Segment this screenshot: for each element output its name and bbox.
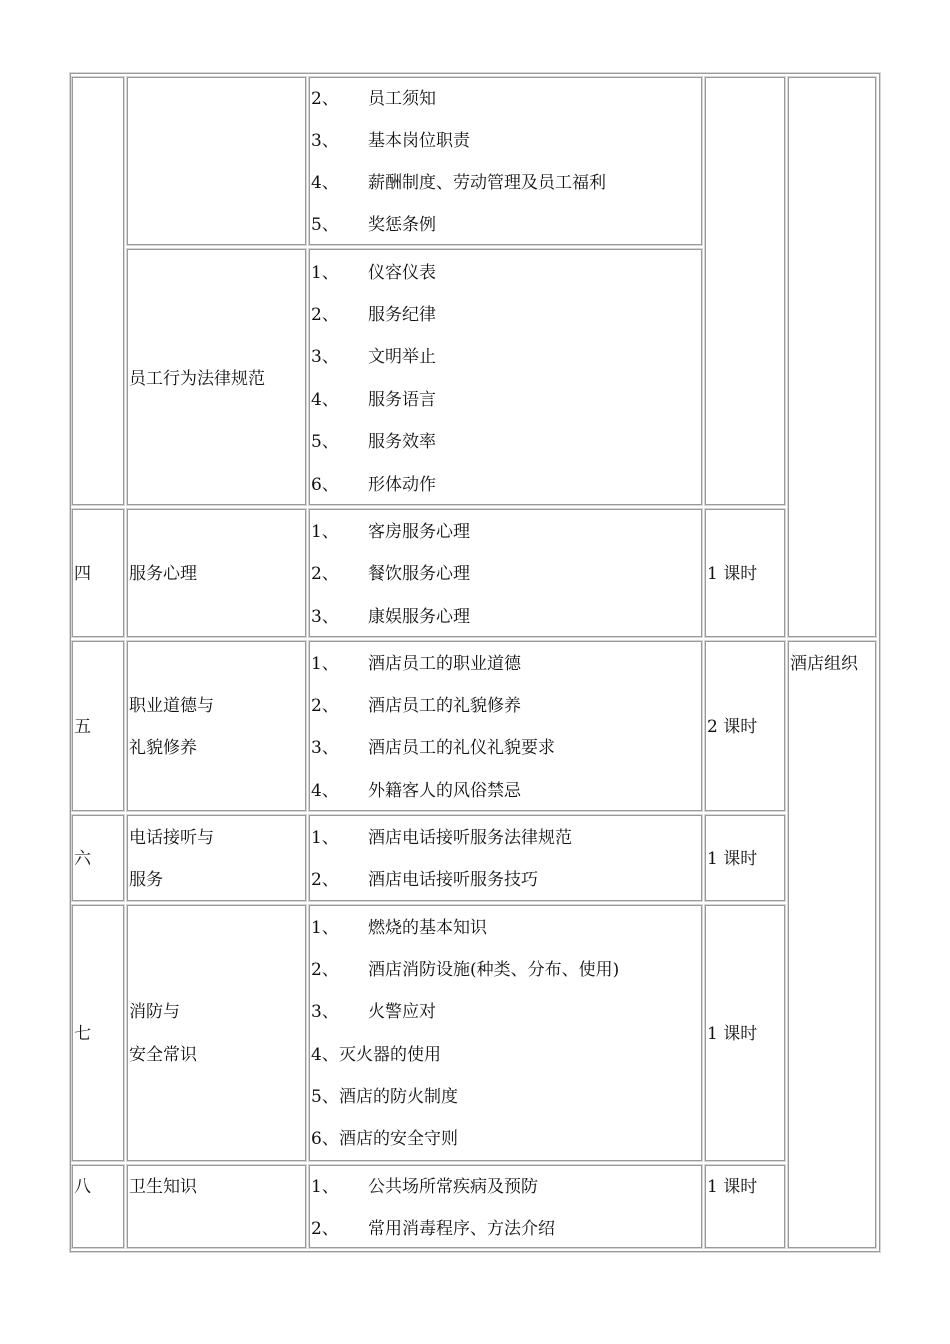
row-conduct-items-cell [309, 249, 702, 505]
row-eight-seq: 八 [74, 1177, 91, 1197]
row-six-topic-line-2: 服务 [129, 870, 163, 890]
item-number: 2、 [311, 696, 339, 716]
item-text: 员工须知 [368, 89, 436, 109]
row-conduct-topic: 员工行为法律规范 [129, 369, 265, 389]
item-text: 酒店消防设施(种类、分布、使用) [368, 960, 620, 980]
item-text: 火警应对 [368, 1002, 436, 1022]
row-eight-topic: 卫生知识 [129, 1177, 197, 1197]
row-five-topic-cell [127, 641, 306, 811]
row-six-hours: 1 课时 [707, 849, 758, 869]
item-number: 5、 [311, 432, 339, 452]
item-text: 灭火器的使用 [339, 1045, 441, 1065]
organizer-cell-top [788, 77, 876, 637]
item-text: 酒店的防火制度 [339, 1087, 458, 1107]
item-number: 4、 [311, 390, 339, 410]
item-number: 1、 [311, 522, 339, 542]
item-text: 燃烧的基本知识 [368, 918, 487, 938]
item-text: 餐饮服务心理 [368, 564, 470, 584]
item-number: 4、 [311, 1045, 339, 1065]
item-number: 4、 [311, 781, 339, 801]
item-text: 康娱服务心理 [368, 607, 470, 627]
item-text: 酒店员工的职业道德 [368, 654, 521, 674]
item-text: 薪酬制度、劳动管理及员工福利 [368, 173, 606, 193]
row-seven-seq: 七 [74, 1024, 91, 1044]
item-text: 形体动作 [368, 475, 436, 495]
row-seven-topic-line-1: 消防与 [129, 1002, 180, 1022]
item-text: 酒店电话接听服务技巧 [368, 870, 538, 890]
row-five-seq: 五 [74, 717, 91, 737]
item-number: 5、 [311, 1087, 339, 1107]
item-text: 酒店的安全守则 [339, 1129, 458, 1149]
item-text: 酒店电话接听服务法律规范 [368, 828, 572, 848]
item-number: 3、 [311, 1002, 339, 1022]
row-six-topic-line-1: 电话接听与 [129, 828, 214, 848]
row-four-hours: 1 课时 [707, 564, 758, 584]
organizer-text: 酒店组织 [790, 654, 858, 674]
row-seven-items-cell [309, 905, 702, 1161]
organizer-cell [788, 641, 876, 1248]
item-number: 3、 [311, 131, 339, 151]
row-seven-topic-cell [127, 905, 306, 1161]
row-four-seq: 四 [74, 564, 91, 584]
item-text: 外籍客人的风俗禁忌 [368, 781, 521, 801]
item-number: 6、 [311, 475, 339, 495]
item-number: 2、 [311, 870, 339, 890]
item-number: 1、 [311, 918, 339, 938]
item-text: 服务效率 [368, 432, 436, 452]
row-cont-topic-cell [127, 77, 306, 245]
item-number: 3、 [311, 607, 339, 627]
item-text: 文明举止 [368, 347, 436, 367]
row-cont-seq-cell [72, 77, 124, 505]
item-text: 基本岗位职责 [368, 131, 470, 151]
item-text: 酒店员工的礼貌修养 [368, 696, 521, 716]
item-number: 2、 [311, 960, 339, 980]
item-number: 2、 [311, 564, 339, 584]
item-number: 2、 [311, 89, 339, 109]
item-number: 3、 [311, 738, 339, 758]
item-text: 仪容仪表 [368, 263, 436, 283]
row-seven-hours: 1 课时 [707, 1024, 758, 1044]
item-number: 4、 [311, 173, 339, 193]
item-number: 2、 [311, 305, 339, 325]
item-text: 奖惩条例 [368, 215, 436, 235]
item-number: 2、 [311, 1219, 339, 1239]
row-five-topic-line-2: 礼貌修养 [129, 738, 197, 758]
row-eight-hours: 1 课时 [707, 1177, 758, 1197]
row-five-topic-line-1: 职业道德与 [129, 696, 214, 716]
item-text: 服务纪律 [368, 305, 436, 325]
row-five-hours: 2 课时 [707, 717, 758, 737]
item-text: 服务语言 [368, 390, 436, 410]
item-text: 公共场所常疾病及预防 [368, 1177, 538, 1197]
item-number: 6、 [311, 1129, 339, 1149]
item-number: 1、 [311, 263, 339, 283]
item-number: 5、 [311, 215, 339, 235]
item-text: 客房服务心理 [368, 522, 470, 542]
item-number: 1、 [311, 1177, 339, 1197]
item-text: 常用消毒程序、方法介绍 [368, 1219, 555, 1239]
row-four-topic: 服务心理 [129, 564, 197, 584]
item-number: 1、 [311, 828, 339, 848]
row-six-seq: 六 [74, 849, 91, 869]
item-number: 1、 [311, 654, 339, 674]
row-cont-hours-cell [705, 77, 785, 505]
item-text: 酒店员工的礼仪礼貌要求 [368, 738, 555, 758]
row-seven-topic-line-2: 安全常识 [129, 1045, 197, 1065]
item-number: 3、 [311, 347, 339, 367]
